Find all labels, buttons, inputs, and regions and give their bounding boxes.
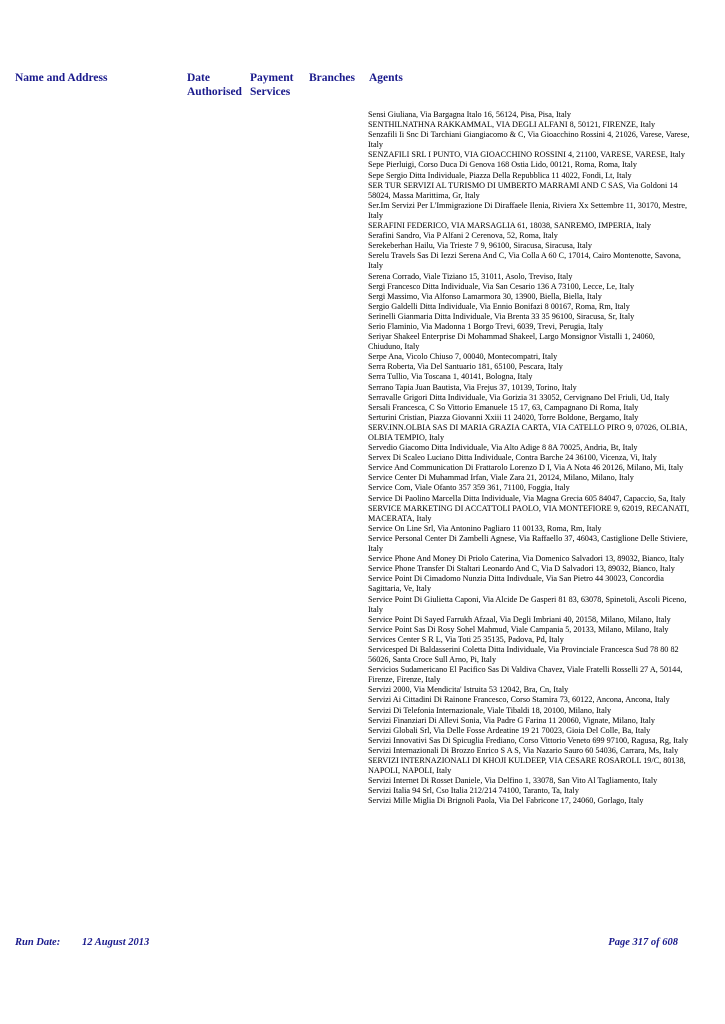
header-branches: Branches (309, 72, 355, 84)
agent-entry: SENTHILNATHNA RAKKAMMAL, VIA DEGLI ALFANI 8, 50121, FIRENZE, Italy (368, 120, 656, 130)
agent-entry: Service Center Di Muhammad Irfan, Viale Zara 21, 20124, Milano, Milano, Italy (368, 473, 634, 483)
header-date-authorised: Date Authorised (187, 72, 242, 98)
agent-entry: Servicesped Di Baldasserini Coletta Ditta Individuale, Via Provinciale Francesca Sud 78 80 82 56026, Santa Croce Sull Arno, Pi, Italy (368, 644, 679, 665)
header-payment-services: Payment Services (250, 72, 294, 98)
agent-entry: Servex Di Scaleo Luciano Ditta Individuale, Contra Barche 24 36100, Vicenza, Vi, Italy (368, 453, 657, 463)
agent-entry: Serturini Cristian, Piazza Giovanni Xxiii 11 24020, Torre Boldone, Bergamo, Italy (368, 412, 639, 422)
agent-entry: Servizi Internazionali Di Brozzo Enrico S A S, Via Nazario Sauro 60 54036, Carrara, Ms, Italy (368, 745, 679, 755)
agent-entry: Service Phone Transfer Di Staltari Leonardo And C, Via D Salvadori 13, 89032, Bianco, Italy (368, 564, 675, 574)
header-name-and-address: Name and Address (15, 72, 108, 84)
agent-entry: Service Personal Center Di Zambelli Agnese, Via Raffaello 37, 46043, Castiglione Delle Stiviere, Italy (368, 533, 688, 554)
agent-entry: Serpe Ana, Vicolo Chiuso 7, 00040, Montecompatri, Italy (368, 352, 558, 362)
agent-entry: Sergi Francesco Ditta Individuale, Via San Cesario 136 A 73100, Lecce, Le, Italy (368, 281, 635, 291)
agent-entry: Serra Roberta, Via Del Santuario 181, 65100, Pescara, Italy (368, 362, 563, 372)
agent-entry: Sergi Massimo, Via Alfonso Lamarmora 30, 13900, Biella, Biella, Italy (368, 291, 602, 301)
agent-entry: SERV.INN.OLBIA SAS DI MARIA GRAZIA CARTA, VIA CATELLO PIRO 9, 07026, OLBIA, OLBIA TEMPIO, Italy (368, 422, 688, 442)
agent-entry: SER TUR SERVIZI AL TURISMO DI UMBERTO MARRAMI AND C SAS, Via Goldoni 14 58024, Massa Marittima, Gr, Italy (368, 180, 678, 200)
agent-entry: Serelu Travels Sas Di Iezzi Serena And C, Via Colla A 60 C, 17014, Cairo Montenotte, Savona, Italy (368, 251, 681, 271)
agent-entry: Serinelli Gianmaria Ditta Individuale, Via Brenta 33 35 96100, Siracusa, Sr, Italy (368, 311, 635, 321)
agent-entry: Serekeberhan Hailu, Via Trieste 7 9, 96100, Siracusa, Siracusa, Italy (368, 241, 593, 251)
agent-entry: Sersali Francesca, C So Vittorio Emanuele 15 17, 63, Campagnano Di Roma, Italy (368, 402, 639, 412)
header-agents: Agents (369, 72, 403, 84)
agent-entry: Serra Tullio, Via Toscana 1, 40141, Bologna, Italy (368, 372, 533, 382)
agent-entry: Sepe Pierluigi, Corso Duca Di Genova 168 Ostia Lido, 00121, Roma, Roma, Italy (368, 160, 638, 170)
agent-entry: Serravalle Grigori Ditta Individuale, Via Gorizia 31 33052, Cervignano Del Friuli, Ud, Italy (368, 392, 670, 402)
agent-entry: Serrano Tapia Juan Bautista, Via Frejus 37, 10139, Torino, Italy (368, 382, 577, 392)
agent-entry: Service Di Paolino Marcella Ditta Individuale, Via Magna Grecia 605 84047, Capaccio, Sa, Italy (368, 493, 686, 503)
agent-entry: Servizi Mille Miglia Di Brignoli Paola, Via Del Fabricone 17, 24060, Gorlago, Italy (368, 796, 644, 806)
agent-entry: Servedio Giacomo Ditta Individuale, Via Alto Adige 8 8A 70025, Andria, Bt, Italy (368, 443, 638, 453)
agent-entry: Service Point Di Sayed Farrukh Afzaal, Via Degli Imbriani 40, 20158, Milano, Milano, Italy (368, 614, 671, 624)
agent-entry: Serio Flaminio, Via Madonna 1 Borgo Trevi, 6039, Trevi, Perugia, Italy (368, 321, 604, 331)
agent-entry: Service And Communication Di Frattarolo Lorenzo D I, Via A Nota 46 20126, Milano, Mi, Italy (368, 463, 684, 473)
agent-entry: Serena Corrado, Viale Tiziano 15, 31011, Asolo, Treviso, Italy (368, 271, 573, 281)
agent-entry: Servizi 2000, Via Mendicita' Istruita 53 12042, Bra, Cn, Italy (368, 685, 569, 695)
agent-entry: Servizi Ai Cittadini Di Rainone Francesco, Corso Stamira 73, 60122, Ancona, Ancona, Italy (368, 695, 670, 705)
agent-entry: Service Point Sas Di Rosy Sohel Mahmud, Viale Campania 5, 20133, Milano, Milano, Italy (368, 624, 669, 634)
page-number: Page 317 of 608 (608, 937, 678, 948)
run-date: 12 August 2013 (82, 937, 150, 948)
agent-entry: Servizi Globali Srl, Via Delle Fosse Ardeatine 19 21 70023, Gioia Del Colle, Ba, Italy (368, 725, 651, 735)
agent-entry: Senzafili Ii Snc Di Tarchiani Giangiacomo & C, Via Gioacchino Rossini 4, 21026, Varese, Varese, Italy (368, 130, 690, 150)
agent-entry: Servizi Finanziari Di Allevi Sonia, Via Padre G Farina 11 20060, Vignate, Milano, Italy (368, 715, 655, 725)
agent-entry: SERVICE MARKETING DI ACCATTOLI PAOLO, VIA MONTEFIORE 9, 62019, RECANATI, MACERATA, Italy (368, 503, 690, 523)
agent-entry: Services Center S R L, Via Toti 25 35135, Padova, Pd, Italy (368, 634, 564, 644)
agent-entry: SERVIZI INTERNAZIONALI DI KHOJI KULDEEP, VIA CESARE ROSAROLL 19/C, 80138, NAPOLI, NAPOLI, Italy (368, 756, 686, 776)
agents-list (368, 110, 690, 806)
agent-entry: Service Point Di Cimadomo Nunzia Ditta Indivduale, Via San Pietro 44 30023, Concordia Sagittaria, Ve, Italy (368, 574, 664, 594)
agent-entry: SERAFINI FEDERICO, VIA MARSAGLIA 61, 18038, SANREMO, IMPERIA, Italy (368, 221, 652, 231)
run-date-label: Run Date: (15, 937, 61, 948)
agent-entry: Servicios Sudamericano El Pacifico Sas Di Valdiva Chavez, Viale Fratelli Rosselli 27 A, 50144, Firenze, Firenze, Italy (368, 665, 683, 685)
agent-entry: Serafini Sandro, Via P Alfani 2 Cerenova, 52, Roma, Italy (368, 231, 558, 241)
agent-entry: Servizi Di Telefonia Internazionale, Viale Tibaldi 18, 20100, Milano, Italy (368, 705, 612, 715)
agent-entry: Service On Line Srl, Via Antonino Pagliaro 11 00133, Roma, Rm, Italy (368, 523, 602, 533)
agent-entry: Service Phone And Money Di Priolo Caterina, Via Domenico Salvadori 13, 89032, Bianco, Italy (368, 554, 685, 564)
agent-entry: Sensi Giuliana, Via Bargagna Italo 16, 56124, Pisa, Pisa, Italy (368, 110, 571, 119)
agent-entry: SENZAFILI SRL I PUNTO, VIA GIOACCHINO ROSSINI 4, 21100, VARESE, VARESE, Italy (368, 150, 685, 160)
agent-entry: Sergio Galdelli Ditta Individuale, Via Ennio Bonifazi 8 00167, Roma, Rm, Italy (368, 301, 630, 311)
agent-entry: Servizi Italia 94 Srl, Cso Italia 212/214 74100, Taranto, Ta, Italy (368, 786, 579, 796)
agent-entry: Service Com, Viale Ofanto 357 359 361, 71100, Foggia, Italy (368, 483, 570, 493)
agent-entry: Servizi Internet Di Rosset Daniele, Via Delfino 1, 33078, San Vito Al Tagliamento, Italy (368, 776, 658, 786)
agent-entry: Servizi Innovativi Sas Di Spicuglia Frediano, Corso Vittorio Veneto 699 97100, Ragusa, Rg, Italy (368, 735, 689, 745)
agent-entry: Ser.Im Servizi Per L'Immigrazione Di Diraffaele Ilenia, Riviera Xx Settembre 11, 30170, Mestre, Italy (368, 200, 688, 220)
agent-entry: Service Point Di Giulietta Caponi, Via Alcide De Gasperi 81 83, 63078, Spinetoli, Ascoli Piceno, Italy (368, 594, 687, 614)
agent-entry: Seriyar Shakeel Enterprise Di Mohammad Shakeel, Largo Monsignor Vistalli 1, 24060, Chiuduno, Italy (368, 332, 655, 352)
agent-entry: Sepe Sergio Ditta Individuale, Piazza Della Repubblica 11 4022, Fondi, Lt, Italy (368, 170, 632, 180)
